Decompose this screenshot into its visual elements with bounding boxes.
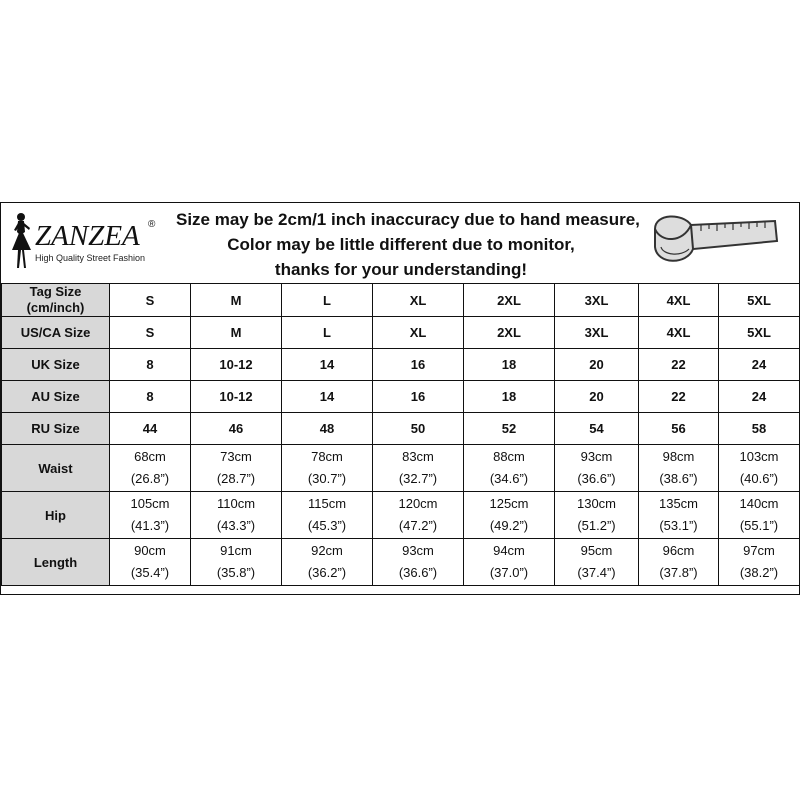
measurement-cell <box>282 445 373 492</box>
size-cell: 8 <box>110 381 191 413</box>
size-table <box>1 283 800 586</box>
cm-value: 88cm <box>493 449 525 464</box>
chart-header <box>1 203 799 284</box>
row-label: US/CA Size <box>2 317 110 349</box>
row-label: Tag Size (cm/inch) <box>2 284 110 317</box>
size-cell: 24 <box>719 349 800 381</box>
cm-value: 120cm <box>398 496 438 511</box>
measurement-cell <box>639 445 719 492</box>
size-cell: 56 <box>639 413 719 445</box>
measurement-cell <box>639 492 719 539</box>
cm-value: 98cm <box>662 449 695 464</box>
measurement-cell <box>719 445 800 492</box>
inch-value: (41.3”) <box>130 518 170 533</box>
size-cell: XL <box>373 284 464 317</box>
measurement-cell <box>639 539 719 586</box>
measurement-cell <box>555 492 639 539</box>
size-cell: L <box>282 284 373 317</box>
cm-value: 83cm <box>402 449 434 464</box>
inch-value: (28.7”) <box>216 471 256 486</box>
size-cell: M <box>191 317 282 349</box>
cm-value: 73cm <box>220 449 252 464</box>
size-cell: 18 <box>464 349 555 381</box>
row-label: Hip <box>2 492 110 539</box>
measurement-cell <box>464 539 555 586</box>
measurement-cell <box>373 492 464 539</box>
inch-value: (47.2”) <box>398 518 438 533</box>
cm-value: 92cm <box>311 543 343 558</box>
inch-value: (34.6”) <box>489 471 529 486</box>
size-cell: 20 <box>555 381 639 413</box>
table-row <box>2 317 800 349</box>
size-cell: XL <box>373 317 464 349</box>
size-cell: 22 <box>639 349 719 381</box>
size-cell: 8 <box>110 349 191 381</box>
size-cell: M <box>191 284 282 317</box>
measurement-cell <box>719 539 800 586</box>
cm-value: 105cm <box>130 496 170 511</box>
cm-value: 130cm <box>576 496 617 511</box>
size-cell: 20 <box>555 349 639 381</box>
size-cell: 14 <box>282 381 373 413</box>
cm-value: 96cm <box>662 543 695 558</box>
measurement-cell <box>110 445 191 492</box>
table-row <box>2 445 800 492</box>
inch-value: (49.2”) <box>489 518 529 533</box>
notice-line: Size may be 2cm/1 inch inaccuracy due to hand measure, <box>176 210 640 229</box>
size-cell: 4XL <box>639 317 719 349</box>
row-label: Waist <box>2 445 110 492</box>
measurement-cell <box>191 492 282 539</box>
brand-name: ZANZEA <box>35 220 140 252</box>
measurement-cell <box>719 492 800 539</box>
size-cell: S <box>110 317 191 349</box>
cm-value: 95cm <box>580 543 613 558</box>
size-cell: 54 <box>555 413 639 445</box>
table-row <box>2 492 800 539</box>
cm-value: 91cm <box>220 543 252 558</box>
inch-value: (38.6”) <box>659 471 698 486</box>
notice-line: Color may be little different due to monitor, <box>227 235 575 254</box>
inch-value: (55.1”) <box>739 518 779 533</box>
cm-value: 90cm <box>134 543 166 558</box>
measurement-cell <box>555 539 639 586</box>
cm-value: 135cm <box>658 496 699 511</box>
table-row <box>2 284 800 317</box>
size-cell: 4XL <box>639 284 719 317</box>
registered-mark: ® <box>148 219 156 230</box>
measurement-cell <box>464 445 555 492</box>
size-cell: 48 <box>282 413 373 445</box>
measurement-cell <box>191 539 282 586</box>
size-cell: 44 <box>110 413 191 445</box>
inch-value: (35.4”) <box>130 565 170 580</box>
size-cell: 46 <box>191 413 282 445</box>
size-cell: 10-12 <box>191 381 282 413</box>
size-cell: 58 <box>719 413 800 445</box>
size-cell: 3XL <box>555 317 639 349</box>
inch-value: (30.7”) <box>307 471 347 486</box>
brand-logo <box>9 210 169 276</box>
measurement-cell <box>110 492 191 539</box>
cm-value: 93cm <box>402 543 434 558</box>
inch-value: (36.6”) <box>398 565 438 580</box>
inch-value: (32.7”) <box>398 471 438 486</box>
cm-value: 115cm <box>307 496 347 511</box>
table-row <box>2 413 800 445</box>
notice-text <box>176 207 640 282</box>
size-cell: 14 <box>282 349 373 381</box>
size-chart <box>0 202 800 595</box>
inch-value: (26.8”) <box>130 471 170 486</box>
cm-value: 78cm <box>311 449 343 464</box>
measuring-tape-icon <box>647 207 787 279</box>
size-cell: 50 <box>373 413 464 445</box>
measurement-cell <box>282 492 373 539</box>
measurement-cell <box>110 539 191 586</box>
inch-value: (51.2”) <box>577 518 616 533</box>
inch-value: (38.2”) <box>739 565 779 580</box>
size-cell: 16 <box>373 349 464 381</box>
measurement-cell <box>373 445 464 492</box>
inch-value: (36.6”) <box>577 471 616 486</box>
inch-value: (53.1”) <box>659 518 698 533</box>
inch-value: (45.3”) <box>307 518 347 533</box>
row-label: AU Size <box>2 381 110 413</box>
size-cell: 10-12 <box>191 349 282 381</box>
inch-value: (40.6”) <box>739 471 779 486</box>
woman-silhouette-icon <box>9 212 35 272</box>
cm-value: 97cm <box>743 543 775 558</box>
inch-value: (37.8”) <box>659 565 698 580</box>
cm-value: 110cm <box>216 496 256 511</box>
size-cell: 52 <box>464 413 555 445</box>
size-cell: 5XL <box>719 284 800 317</box>
inch-value: (43.3”) <box>216 518 256 533</box>
size-cell: S <box>110 284 191 317</box>
cm-value: 93cm <box>580 449 613 464</box>
size-cell: 24 <box>719 381 800 413</box>
measurement-cell <box>282 539 373 586</box>
cm-value: 103cm <box>739 449 779 464</box>
size-cell: 22 <box>639 381 719 413</box>
table-row <box>2 349 800 381</box>
row-label: RU Size <box>2 413 110 445</box>
brand-tagline: High Quality Street Fashion <box>35 253 146 263</box>
table-row <box>2 539 800 586</box>
size-cell: 5XL <box>719 317 800 349</box>
cm-value: 68cm <box>134 449 166 464</box>
table-row <box>2 381 800 413</box>
size-cell: L <box>282 317 373 349</box>
size-cell: 2XL <box>464 284 555 317</box>
size-cell: 16 <box>373 381 464 413</box>
cm-value: 125cm <box>489 496 529 511</box>
cm-value: 94cm <box>493 543 525 558</box>
measurement-cell <box>555 445 639 492</box>
size-cell: 2XL <box>464 317 555 349</box>
inch-value: (37.0”) <box>489 565 529 580</box>
measurement-cell <box>191 445 282 492</box>
row-label: UK Size <box>2 349 110 381</box>
size-cell: 3XL <box>555 284 639 317</box>
inch-value: (37.4”) <box>577 565 616 580</box>
row-label: Length <box>2 539 110 586</box>
inch-value: (36.2”) <box>307 565 347 580</box>
measurement-cell <box>464 492 555 539</box>
size-cell: 18 <box>464 381 555 413</box>
inch-value: (35.8”) <box>216 565 256 580</box>
cm-value: 140cm <box>739 496 779 511</box>
notice-line: thanks for your understanding! <box>274 260 528 279</box>
measurement-cell <box>373 539 464 586</box>
